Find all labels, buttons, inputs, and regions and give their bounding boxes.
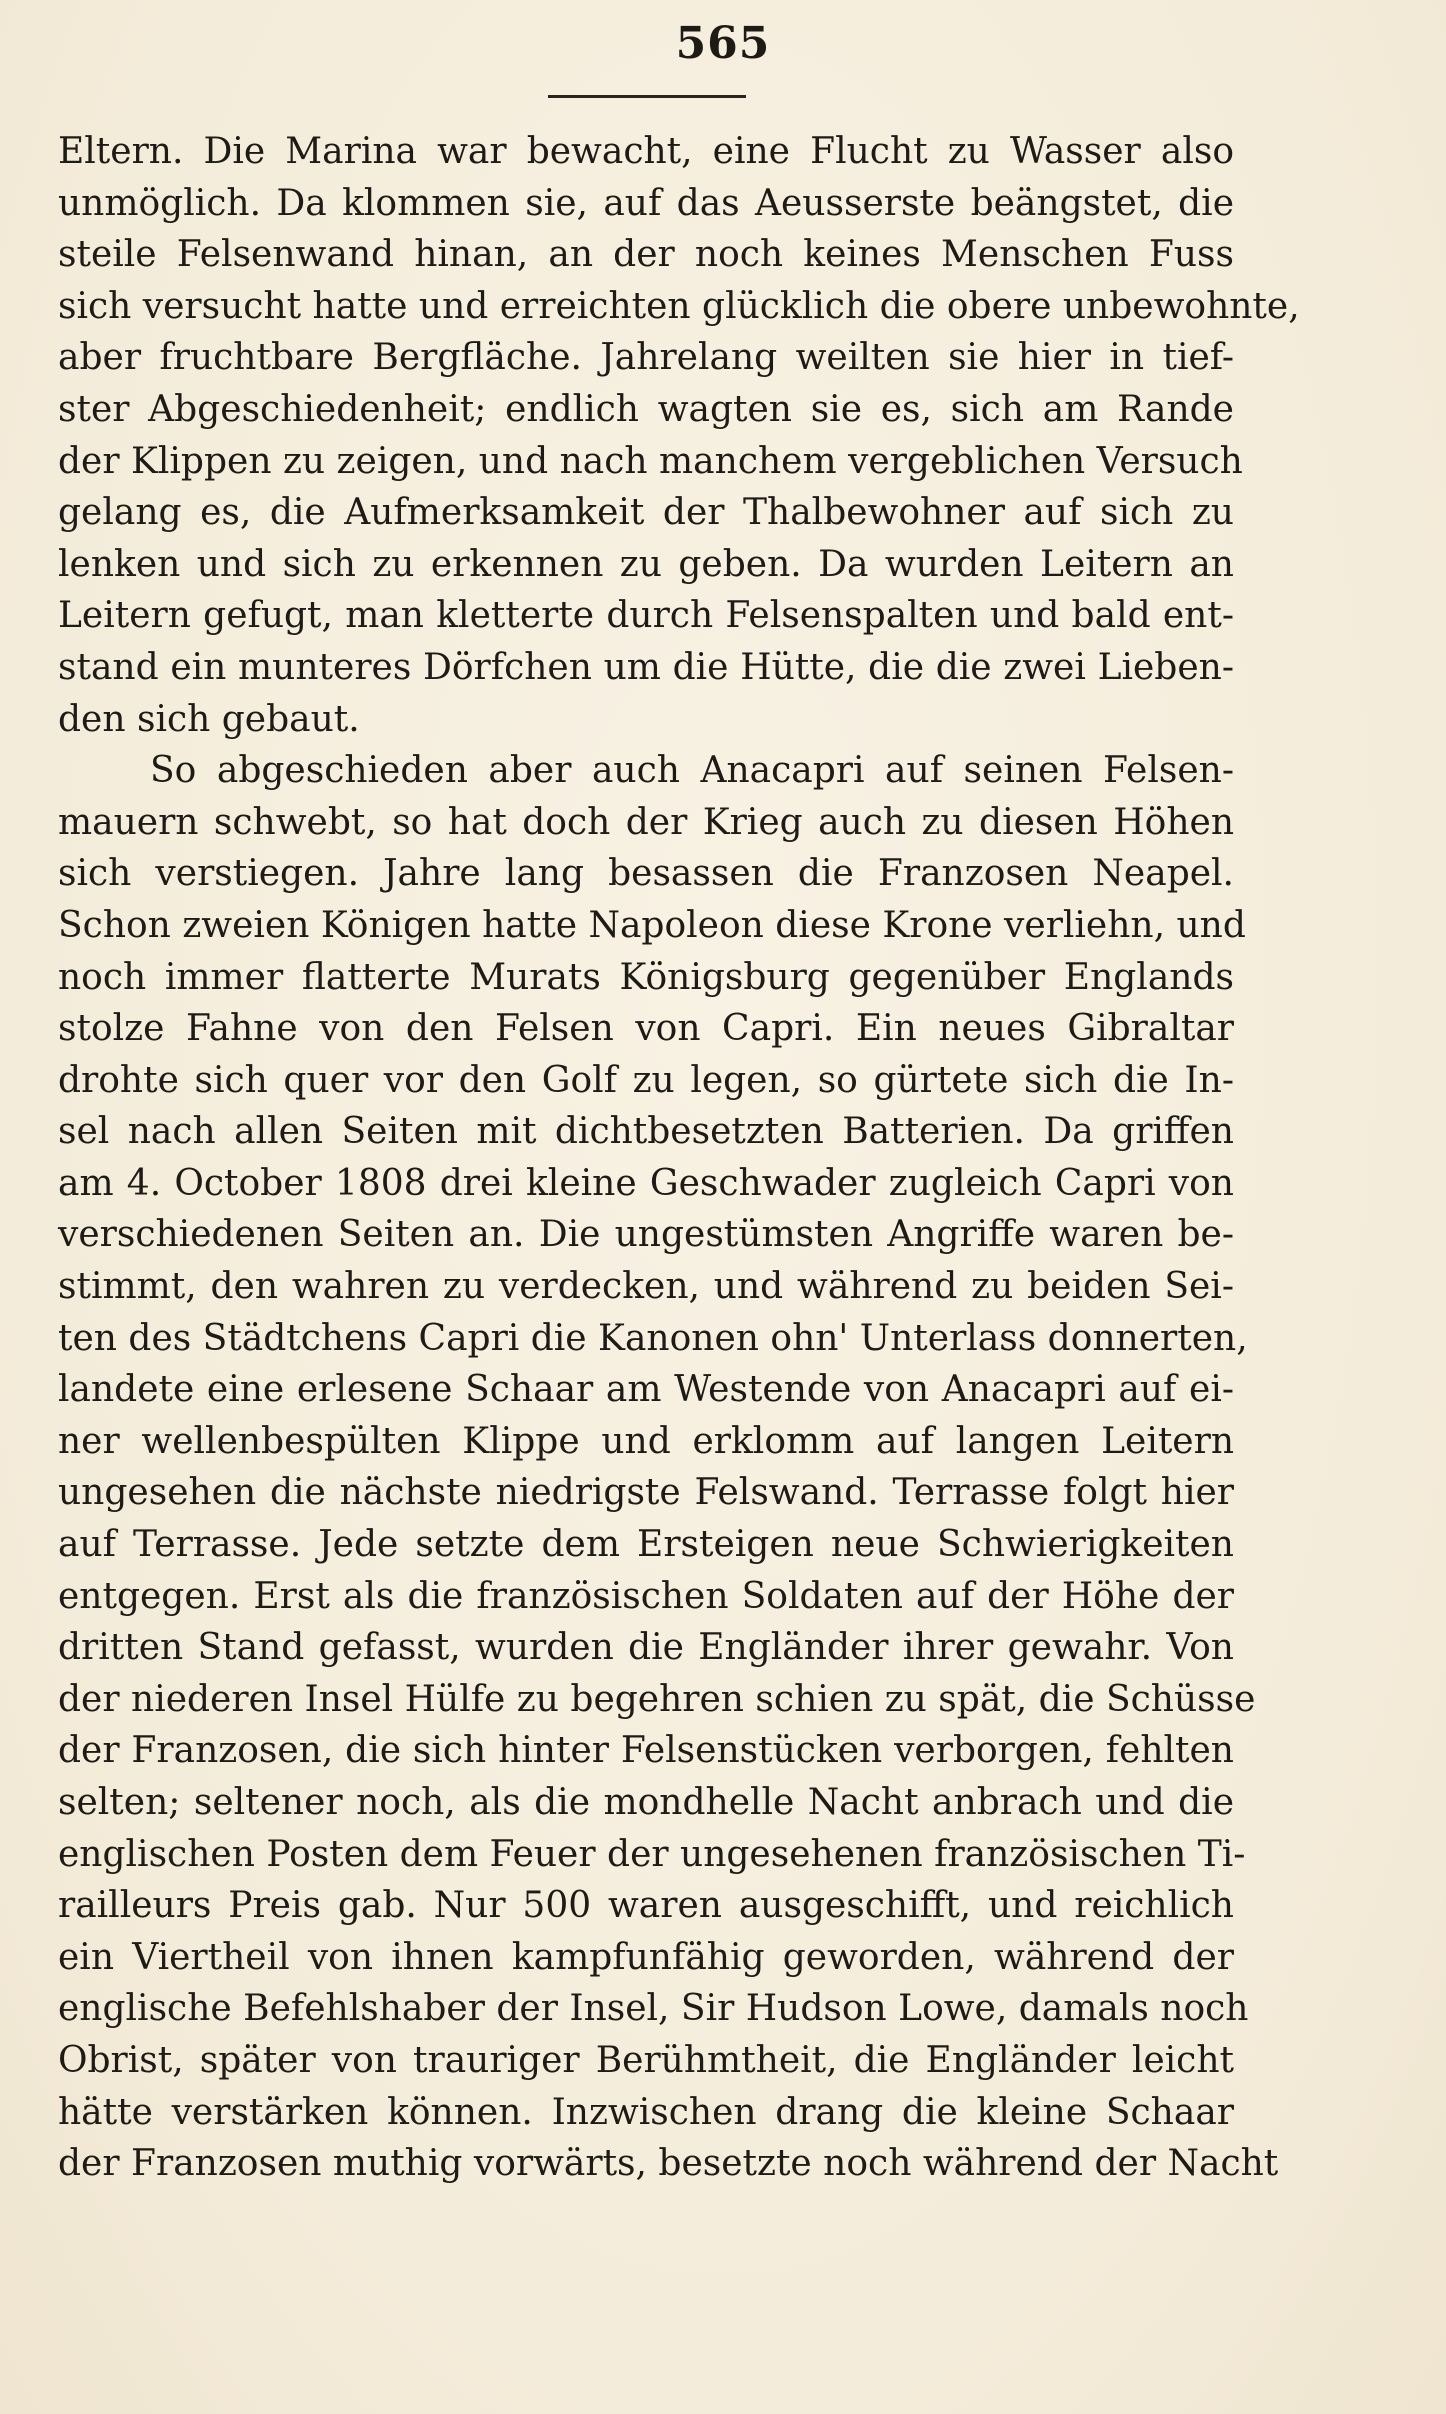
text-line: Schon zweien Königen hatte Napoleon diese Krone verliehn, und [58, 904, 1246, 946]
text-line: gelang es, die Aufmerksamkeit der Thalbewohner auf sich zu [58, 492, 1234, 534]
text-line: der niederen Insel Hülfe zu begehren schien zu spät, die Schüsse [58, 1678, 1256, 1720]
text-line: drohte sich quer vor den Golf zu legen, so gürtete sich die In- [58, 1059, 1234, 1101]
text-line: stolze Fahne von den Felsen von Capri. Ein neues Gibraltar [58, 1008, 1234, 1050]
paragraph [58, 126, 1300, 745]
text-line: englischen Posten dem Feuer der ungesehenen französischen Ti- [58, 1833, 1246, 1875]
text-line: sich verstiegen. Jahre lang besassen die Franzosen Neapel. [58, 853, 1234, 895]
text-line: ungesehen die nächste niedrigste Felswand. Terrasse folgt hier [58, 1472, 1234, 1514]
text-line: verschiedenen Seiten an. Die ungestümsten Angriffe waren be- [58, 1214, 1234, 1256]
text-line: sel nach allen Seiten mit dichtbesetzten Batterien. Da griffen [58, 1111, 1234, 1153]
body-text [58, 126, 1300, 2190]
text-line: englische Befehlshaber der Insel, Sir Hudson Lowe, damals noch [58, 1988, 1249, 2030]
text-line: dritten Stand gefasst, wurden die Engländer ihrer gewahr. Von [58, 1627, 1234, 1669]
text-line: sich versucht hatte und erreichten glücklich die obere unbewohnte, [58, 285, 1300, 327]
text-line: noch immer flatterte Murats Königsburg gegenüber Englands [58, 956, 1234, 998]
header-rule [548, 95, 746, 98]
text-line: Obrist, später von trauriger Berühmtheit, die Engländer leicht [58, 2039, 1234, 2081]
text-line: unmöglich. Da klommen sie, auf das Aeusserste beängstet, die [58, 182, 1234, 224]
text-line: steile Felsenwand hinan, an der noch keines Menschen Fuss [58, 234, 1234, 276]
text-line: am 4. October 1808 drei kleine Geschwader zugleich Capri von [58, 1162, 1234, 1204]
text-line: ten des Städtchens Capri die Kanonen ohn' Unterlass donnerten, [58, 1317, 1248, 1359]
text-line: der Franzosen muthig vorwärts, besetzte noch während der Nacht [58, 2143, 1279, 2185]
paragraph [58, 745, 1279, 2190]
text-line: stimmt, den wahren zu verdecken, und während zu beiden Sei- [58, 1266, 1234, 1308]
text-line: entgegen. Erst als die französischen Soldaten auf der Höhe der [58, 1575, 1234, 1617]
text-line: der Franzosen, die sich hinter Felsenstücken verborgen, fehlten [58, 1730, 1234, 1772]
text-line: So abgeschieden aber auch Anacapri auf seinen Felsen- [150, 750, 1234, 792]
text-line: der Klippen zu zeigen, und nach manchem vergeblichen Versuch [58, 440, 1243, 482]
text-line: den sich gebaut. [58, 698, 360, 740]
text-line: railleurs Preis gab. Nur 500 waren ausgeschifft, und reichlich [58, 1885, 1234, 1927]
text-line: selten; seltener noch, als die mondhelle Nacht anbrach und die [58, 1782, 1234, 1823]
text-line: Leitern gefugt, man kletterte durch Felsenspalten und bald ent- [58, 595, 1234, 637]
text-line: hätte verstärken können. Inzwischen drang die kleine Schaar [58, 2091, 1234, 2133]
text-line: mauern schwebt, so hat doch der Krieg auch zu diesen Höhen [58, 801, 1234, 843]
text-line: auf Terrasse. Jede setzte dem Ersteigen neue Schwierigkeiten [58, 1524, 1234, 1566]
text-line: ein Viertheil von ihnen kampfunfähig geworden, während der [58, 1936, 1234, 1978]
text-line: ner wellenbespülten Klippe und erklomm auf langen Leitern [58, 1420, 1234, 1462]
text-line: ster Abgeschiedenheit; endlich wagten sie es, sich am Rande [58, 388, 1234, 430]
text-line: stand ein munteres Dörfchen um die Hütte, die die zwei Lieben- [58, 646, 1234, 688]
text-line: aber fruchtbare Bergfläche. Jahrelang weilten sie hier in tief- [58, 337, 1234, 379]
text-line: lenken und sich zu erkennen zu geben. Da wurden Leitern an [58, 543, 1234, 585]
page-number: 565 [675, 18, 771, 69]
text-line: landete eine erlesene Schaar am Westende von Anacapri auf ei- [58, 1369, 1234, 1411]
text-line: Eltern. Die Marina war bewacht, eine Flucht zu Wasser also [58, 131, 1234, 172]
